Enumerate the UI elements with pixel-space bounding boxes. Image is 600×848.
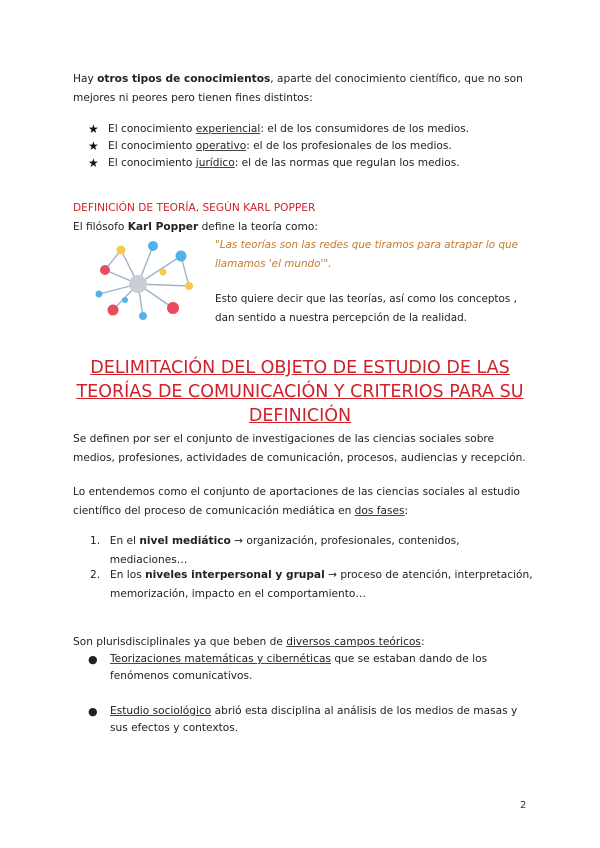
star-bullet-icon: ★ xyxy=(88,122,99,136)
list-item: 1. En el nivel mediático → organización, profesionales, contenidos, mediaciones… xyxy=(90,535,460,566)
knowledge-types-list xyxy=(88,121,528,172)
bullet-icon: ● xyxy=(88,653,98,666)
definition-paragraph: Se definen por ser el conjunto de investigaciones de las ciencias sociales sobre medios, profesiones, actividades de comunicación, procesos, audiencias y recepción. xyxy=(73,433,526,464)
popper-intro: El filósofo Karl Popper define la teoría como: xyxy=(73,221,318,233)
list-item: ★ El conocimiento experiencial: el de los consumidores de los medios. xyxy=(88,122,470,136)
popper-explanation: Esto quiere decir que las teorías, así como los conceptos , dan sentido a nuestra percepción de la realidad. xyxy=(215,293,517,324)
star-bullet-icon: ★ xyxy=(88,156,99,170)
popper-heading: DEFINICIÓN DE TEORÍA, SEGÚN KARL POPPER xyxy=(73,202,316,214)
list-item: ★ El conocimiento jurídico: el de las normas que regulan los medios. xyxy=(88,156,460,170)
multidisciplinary-intro: Son plurisdisciplinales ya que beben de diversos campos teóricos: xyxy=(73,636,425,648)
star-bullet-icon: ★ xyxy=(88,139,99,153)
bullet-icon: ● xyxy=(88,705,98,718)
molecule-network-image xyxy=(93,238,197,320)
list-item: ● Teorizaciones matemáticas y cibernéticas que se estaban dando de los fenómenos comunicativos. xyxy=(88,651,528,685)
phases-paragraph: Lo entendemos como el conjunto de aportaciones de las ciencias sociales al estudio científico del proceso de comunicación mediática en dos fases: xyxy=(73,486,521,517)
list-item: ● Estudio sociológico abrió esta disciplina al análisis de los medios de masas y sus efectos y contextos. xyxy=(88,703,528,737)
page-number: 2 xyxy=(520,800,527,811)
list-item: ★ El conocimiento operativo: el de los profesionales de los medios. xyxy=(88,139,452,153)
section-title: DELIMITACIÓN DEL OBJETO DE ESTUDIO DE LAS TEORÍAS DE COMUNICACIÓN Y CRITERIOS PARA SU DEFINICIÓN xyxy=(76,358,524,426)
intro-paragraph: Hay otros tipos de conocimientos, aparte del conocimiento científico, que no son mejores ni peores pero tienen fines distintos: xyxy=(73,73,523,104)
list-item: 2. En los niveles interpersonal y grupal → proceso de atención, interpretación, memorización, impacto en el comportamiento… xyxy=(90,569,533,600)
popper-quote: "Las teorías son las redes que tiramos para atrapar lo que llamamos 'el mundo'". xyxy=(215,239,519,270)
